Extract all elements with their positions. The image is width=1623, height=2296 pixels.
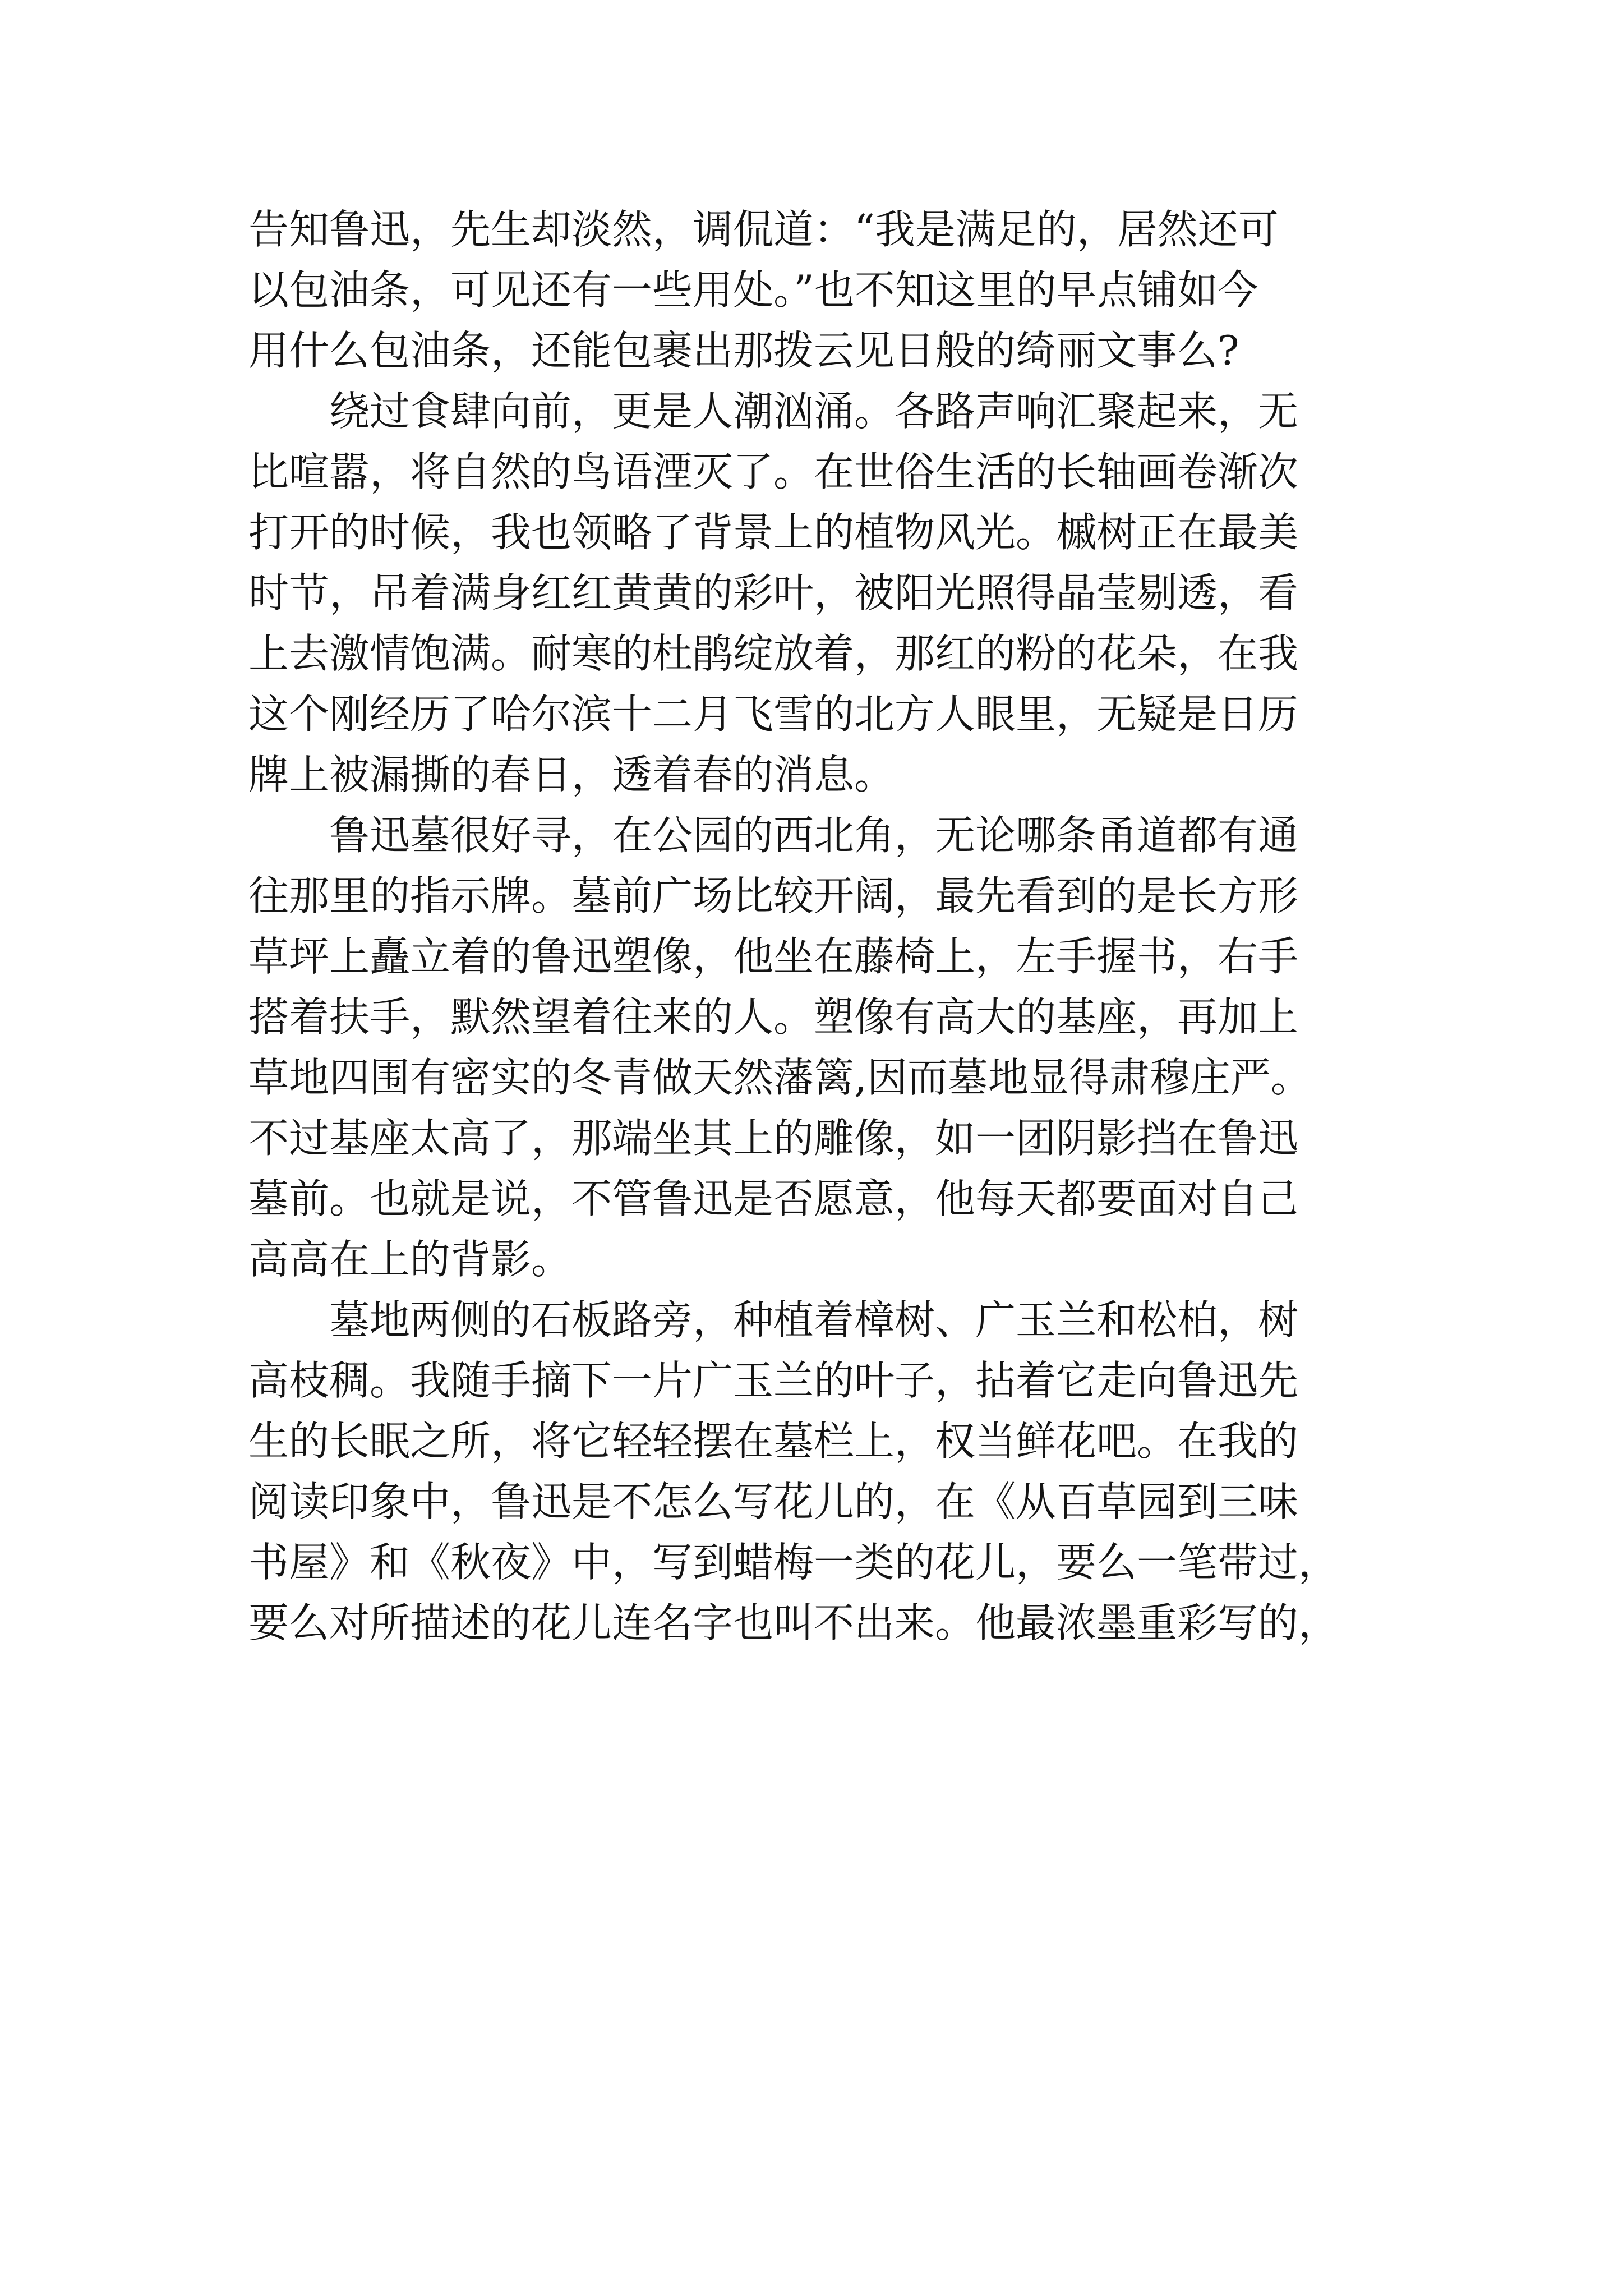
text-line: 这个刚经历了哈尔滨十二月飞雪的北方人眼里，无疑是日历: [248, 691, 1299, 738]
text-line: 阅读印象中，鲁迅是不怎么写花儿的，在《从百草园到三味: [248, 1478, 1299, 1525]
text-line: 打开的时候，我也领略了背景上的植物风光。槭树正在最美: [248, 509, 1299, 556]
text-line: 高高在上的背影。: [248, 1236, 572, 1283]
text-line: 上去激情饱满。耐寒的杜鹃绽放着，那红的粉的花朵，在我: [248, 630, 1299, 677]
text-line: 往那里的指示牌。墓前广场比较开阔，最先看到的是长方形: [248, 872, 1299, 919]
paragraph-first-line: 墓地两侧的石板路旁，种植着樟树、广玉兰和松柏，树: [329, 1296, 1299, 1343]
text-line: 高枝稠。我随手摘下一片广玉兰的叶子，拈着它走向鲁迅先: [248, 1357, 1299, 1404]
text-line: 书屋》和《秋夜》中，写到蜡梅一类的花儿，要么一笔带过，: [248, 1539, 1339, 1586]
text-line: 不过基座太高了，那端坐其上的雕像，如一团阴影挡在鲁迅: [248, 1115, 1299, 1162]
text-line: 搭着扶手，默然望着往来的人。塑像有高大的基座，再加上: [248, 993, 1299, 1041]
text-line: 牌上被漏撕的春日，透着春的消息。: [248, 751, 895, 798]
text-line: 草地四围有密实的冬青做天然藩篱,因而墓地显得肃穆庄严。: [248, 1054, 1311, 1101]
text-line: 告知鲁迅，先生却淡然，调侃道：“我是满足的，居然还可: [248, 206, 1279, 253]
text-line: 墓前。也就是说，不管鲁迅是否愿意，他每天都要面对自己: [248, 1175, 1299, 1222]
text-line: 生的长眠之所，将它轻轻摆在墓栏上，权当鲜花吧。在我的: [248, 1418, 1299, 1465]
article-body: [248, 199, 1376, 1653]
text-line: 要么对所描述的花儿连名字也叫不出来。他最浓墨重彩写的，: [248, 1599, 1339, 1646]
text-line: 时节，吊着满身红红黄黄的彩叶，被阳光照得晶莹剔透，看: [248, 569, 1299, 616]
paragraph-first-line: 鲁迅墓很好寻，在公园的西北角，无论哪条甬道都有通: [329, 812, 1299, 859]
text-line: 比喧嚣，将自然的鸟语湮灭了。在世俗生活的长轴画卷渐次: [248, 448, 1299, 495]
text-line: 以包油条，可见还有一些用处。”也不知这里的早点铺如今: [248, 266, 1258, 314]
text-line: 草坪上矗立着的鲁迅塑像，他坐在藤椅上，左手握书，右手: [248, 933, 1299, 980]
text-line: 用什么包油条，还能包裹出那拨云见日般的绮丽文事么?: [248, 327, 1239, 374]
paragraph-first-line: 绕过食肆向前，更是人潮汹涌。各路声响汇聚起来，无: [329, 388, 1299, 435]
